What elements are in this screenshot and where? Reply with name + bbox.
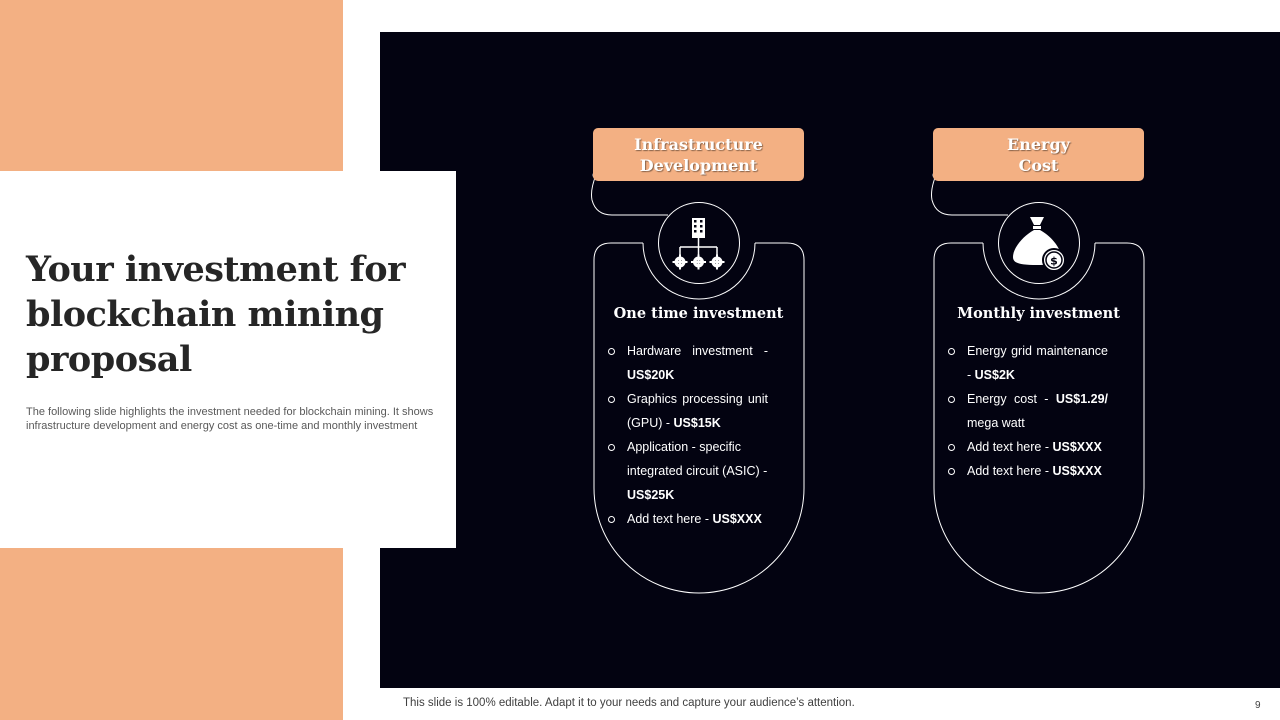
list-item [608,387,768,435]
tag-line: Energy [1007,134,1070,154]
item-value: US$2K [974,368,1015,382]
list-item [608,435,768,507]
item-text: Add text here - [627,512,713,526]
icon-circle-right [998,202,1080,284]
item-value: US$XXX [1052,464,1102,478]
bullet-circle-icon [948,444,955,451]
bullet-circle-icon [948,396,955,403]
money-bag-icon [999,203,1079,283]
item-text: Energy grid maintenance - [967,344,1108,382]
slide-description: The following slide highlights the investment needed for blockchain mining. It shows infrastructure development and energy cost as one-time and monthly investment [26,406,434,432]
bullet-list-one-time [608,339,768,531]
slide-title: Your investment for blockchain mining proposal [26,249,406,380]
page-number: 9 [1255,700,1261,711]
network-building-icon [659,203,739,283]
item-text: Add text here - [967,464,1053,478]
list-item [948,435,1108,459]
connector-line-left [592,175,669,215]
list-item [948,339,1108,387]
item-value: US$1.29/ [1055,392,1108,406]
card-heading-monthly: Monthly investment [957,305,1120,322]
item-text-after: mega watt [967,416,1025,430]
list-item [948,387,1108,435]
item-text: Energy cost - [967,392,1056,406]
tag-infrastructure-development [593,128,804,181]
item-value: US$XXX [712,512,762,526]
bullet-circle-icon [948,468,955,475]
connector-line-right [932,175,1009,215]
card-heading-one-time: One time investment [613,305,784,322]
item-value: US$20K [627,368,675,382]
item-text: Hardware investment - [627,344,768,358]
icon-circle-left [658,202,740,284]
bullet-circle-icon [608,444,615,451]
list-item [948,459,1108,483]
item-value: US$25K [627,488,675,502]
tag-line: Development [639,155,758,175]
item-value: US$15K [673,416,721,430]
item-value: US$XXX [1052,440,1102,454]
item-text: Application - specific integrated circuit (ASIC) - [627,440,768,478]
tag-line: Cost [1018,155,1059,175]
list-item [608,507,768,531]
bullet-list-monthly [948,339,1108,483]
item-text: Add text here - [967,440,1053,454]
bullet-circle-icon [608,396,615,403]
footer-note: This slide is 100% editable. Adapt it to your needs and capture your audience’s attention. [403,697,855,709]
list-item [608,339,768,387]
svg-text:$: $ [1050,254,1058,268]
bullet-circle-icon [948,348,955,355]
tag-line: Infrastructure [634,134,763,154]
item-text: Graphics processing unit (GPU) - [627,392,768,430]
bullet-circle-icon [608,516,615,523]
tag-energy-cost [933,128,1144,181]
bullet-circle-icon [608,348,615,355]
